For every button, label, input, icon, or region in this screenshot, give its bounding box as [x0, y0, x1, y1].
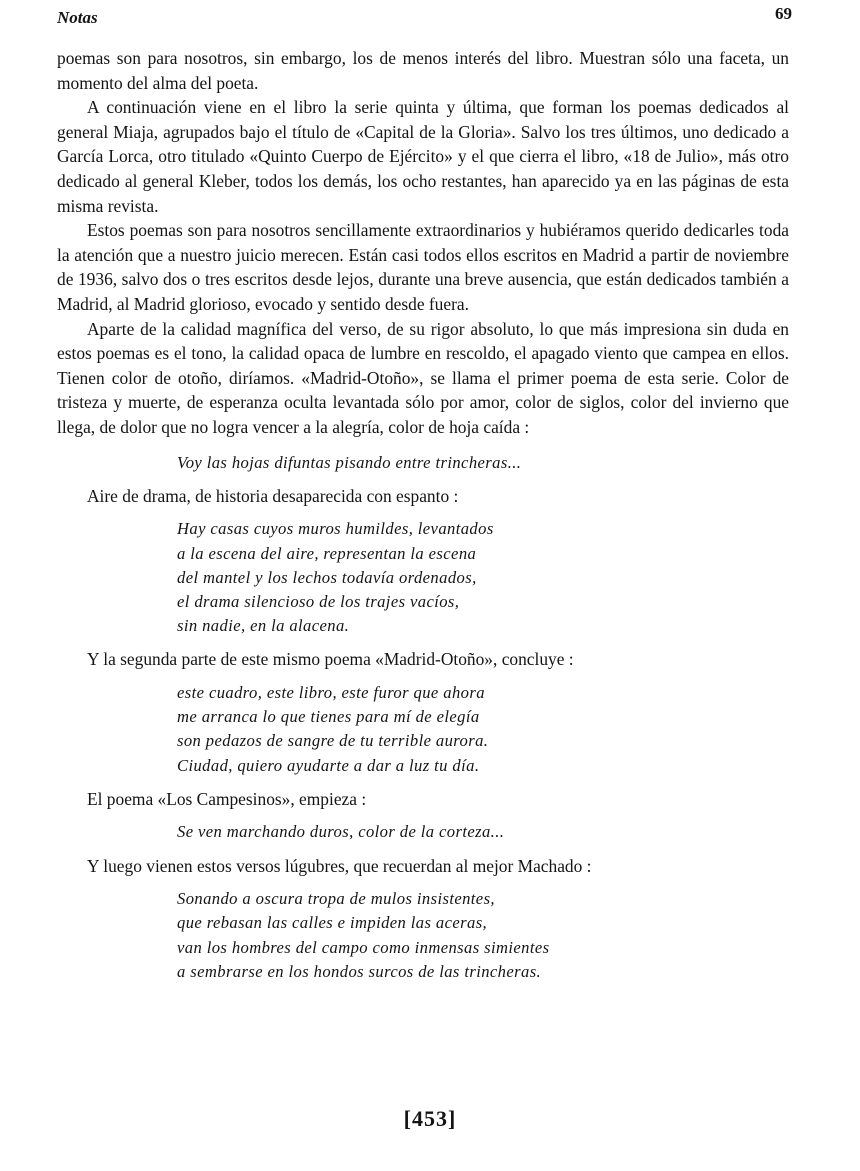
verse-line: a la escena del aire, representan la escena	[177, 543, 477, 563]
verse-line: el drama silencioso de los trajes vacíos,	[177, 591, 460, 611]
verse-line: sin nadie, en la alacena.	[177, 616, 350, 636]
verse-line: son pedazos de sangre de tu terrible aurora.	[177, 731, 489, 751]
paragraph: A continuación viene en el libro la serie quinta y última, que forman los poemas dedicados al general Miaja, agrupados bajo el título de «Capital de la Gloria». Salvo los tres últimos, uno dedicado a García Lorca, otro titulado «Quinto Cuerpo de Ejército» y el que cierra el libro, «18 de Julio», más otro dedicado al general Kleber, todos los demás, los ocho restantes, han aparecido ya en las páginas de esta misma revista.	[57, 97, 789, 216]
paragraph: poemas son para nosotros, sin embargo, los de menos interés del libro. Muestran sólo una faceta, un momento del alma del poeta.	[57, 48, 789, 93]
lead-in-sentence: El poema «Los Campesinos», empieza :	[87, 788, 367, 809]
verse-line: que rebasan las calles e impiden las aceras,	[177, 913, 488, 933]
verse-line: Hay casas cuyos muros humildes, levantados	[177, 519, 494, 539]
verse-line: van los hombres del campo como inmensas simientes	[177, 937, 550, 957]
verse-quote	[57, 451, 789, 475]
lead-in-sentence: Aire de drama, de historia desaparecida con espanto :	[87, 485, 459, 506]
verse-line: Se ven marchando duros, color de la corteza...	[177, 822, 505, 842]
folio: 69	[775, 4, 792, 23]
verse-quote	[57, 820, 789, 844]
paragraph: Aparte de la calidad magnífica del verso, de su rigor absoluto, lo que más impresiona sin duda en estos poemas es el tono, la calidad opaca de lumbre en rescoldo, el apagado viento que campea en ellos. Tienen color de otoño, diríamos. «Madrid-Otoño», se llama el primer poema de esta serie. Color de tristeza y muerte, de esperanza oculta levantada sólo por amor, color de siglos, color del invierno que llega, de dolor que no logra vencer a la alegría, color de hoja caída :	[57, 318, 789, 437]
verse-line: Ciudad, quiero ayudarte a dar a luz tu día.	[177, 755, 480, 775]
verse-quote	[57, 517, 789, 638]
verse-line: me arranca lo que tienes para mí de elegía	[177, 707, 480, 727]
lead-in-sentence: Y la segunda parte de este mismo poema «Madrid-Otoño», concluye :	[87, 649, 574, 670]
paragraph: Estos poemas son para nosotros sencillamente extraordinarios y hubiéramos querido dedicarles toda la atención que a nuestro juicio merecen. Están casi todos ellos escritos en Madrid a partir de noviembre de 1936, salvo dos o tres escritos desde lejos, durante una breve ausencia, que están dedicados también a Madrid, al Madrid glorioso, evocado y sentido desde fuera.	[57, 220, 789, 314]
page-number: [453]	[403, 1106, 457, 1131]
verse-line: a sembrarse en los hondos surcos de las trincheras.	[177, 961, 542, 981]
verse-line: del mantel y los lechos todavía ordenados,	[177, 567, 477, 587]
verse-line: Voy las hojas difuntas pisando entre trincheras...	[177, 452, 522, 472]
verse-quote	[57, 887, 789, 984]
page-body	[57, 46, 789, 984]
running-head: Notas	[57, 8, 98, 27]
verse-quote	[57, 681, 789, 778]
verse-line: Sonando a oscura tropa de mulos insistentes,	[177, 889, 495, 909]
lead-in-sentence: Y luego vienen estos versos lúgubres, que recuerdan al mejor Machado :	[87, 855, 592, 876]
verse-line: este cuadro, este libro, este furor que ahora	[177, 682, 485, 702]
